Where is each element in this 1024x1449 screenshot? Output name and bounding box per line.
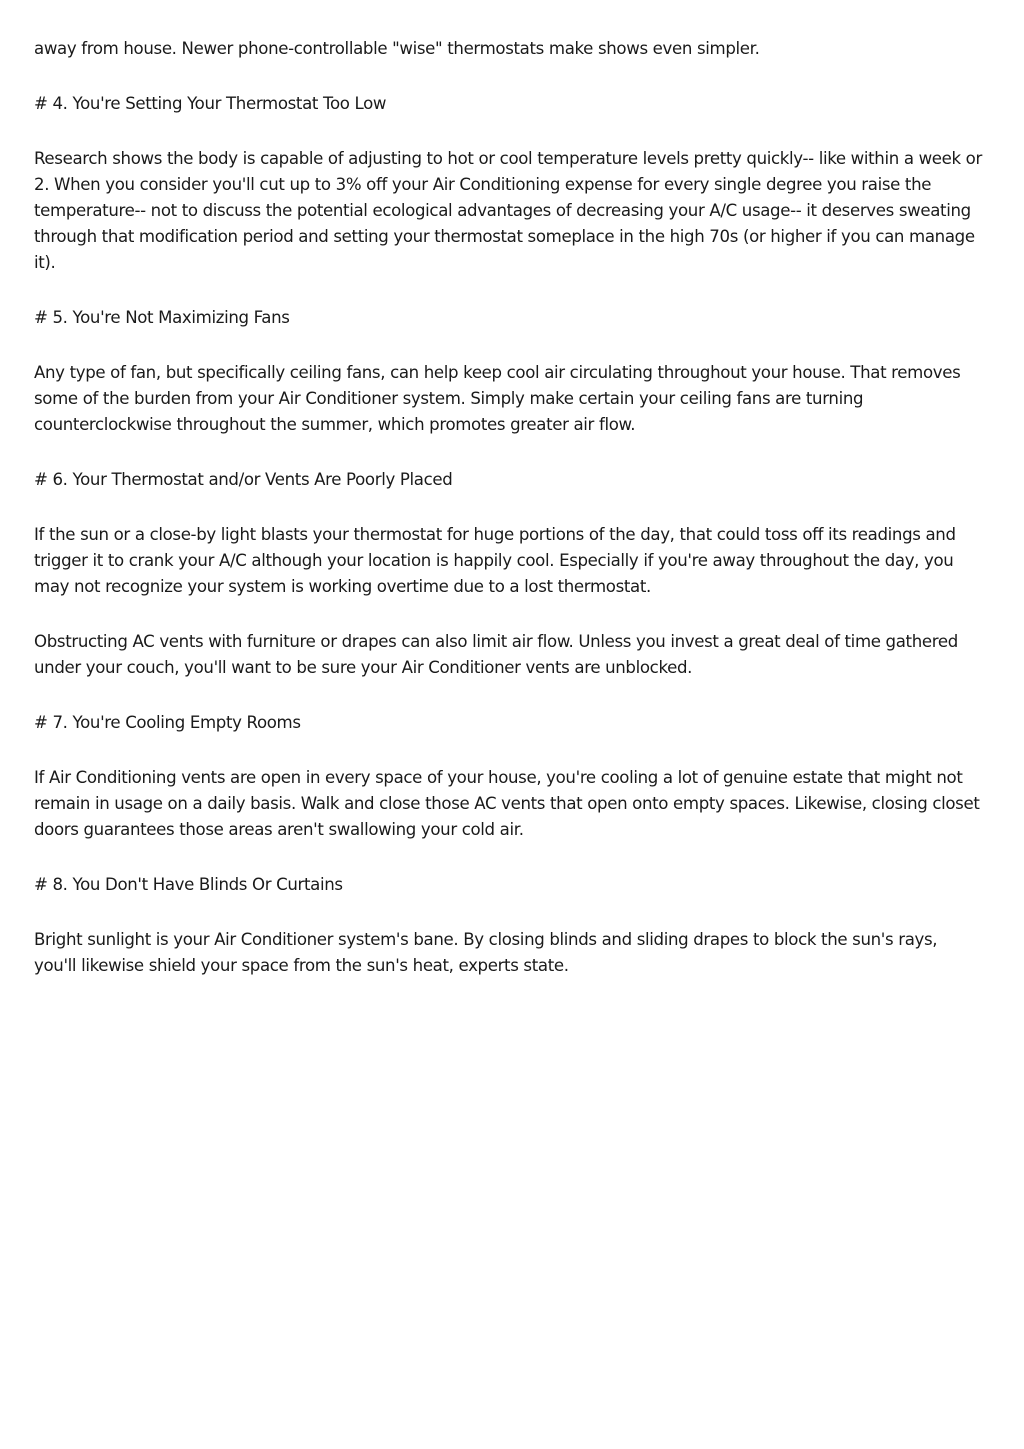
document-body bbox=[34, 36, 984, 1008]
section-heading-6: # 6. Your Thermostat and/or Vents Are Poorly Placed bbox=[34, 470, 453, 489]
paragraph-blinds: Bright sunlight is your Air Conditioner system's bane. By closing blinds and sliding drapes to block the sun's rays, you'll likewise shield your space from the sun's heat, experts state. bbox=[34, 930, 938, 975]
section-heading-8: # 8. You Don't Have Blinds Or Curtains bbox=[34, 875, 343, 894]
paragraph-thermostat-placement: If the sun or a close-by light blasts your thermostat for huge portions of the day, that could toss off its readings and trigger it to crank your A/C although your location is happily cool. Especially if you're away throughout the day, you may not recognize your system is working overtime due to a lost thermostat. bbox=[34, 525, 956, 596]
paragraph-empty-rooms: If Air Conditioning vents are open in every space of your house, you're cooling a lot of genuine estate that might not remain in usage on a daily basis. Walk and close those AC vents that open onto empty spaces. Likewise, closing closet doors guarantees those areas aren't swallowing your cold air. bbox=[34, 768, 980, 839]
paragraph-intro-continuation: away from house. Newer phone-controllable "wise" thermostats make shows even simpler. bbox=[34, 39, 760, 58]
paragraph-vents-blocked: Obstructing AC vents with furniture or drapes can also limit air flow. Unless you invest a great deal of time gathered under your couch, you'll want to be sure your Air Conditioner vents are unblocked. bbox=[34, 632, 958, 677]
paragraph-thermostat-low: Research shows the body is capable of adjusting to hot or cool temperature levels pretty quickly-- like within a week or 2. When you consider you'll cut up to 3% off your Air Conditioning expense for every single degree you raise the temperature-- not to discuss the potential ecological advantages of decreasing your A/C usage-- it deserves sweating through that modification period and setting your thermostat someplace in the high 70s (or higher if you can manage it). bbox=[34, 149, 982, 272]
section-heading-7: # 7. You're Cooling Empty Rooms bbox=[34, 713, 301, 732]
section-heading-5: # 5. You're Not Maximizing Fans bbox=[34, 308, 290, 327]
paragraph-fans: Any type of fan, but specifically ceiling fans, can help keep cool air circulating throughout your house. That removes some of the burden from your Air Conditioner system. Simply make certain your ceiling fans are turning counterclockwise throughout the summer, which promotes greater air flow. bbox=[34, 363, 961, 434]
section-heading-4: # 4. You're Setting Your Thermostat Too Low bbox=[34, 94, 387, 113]
